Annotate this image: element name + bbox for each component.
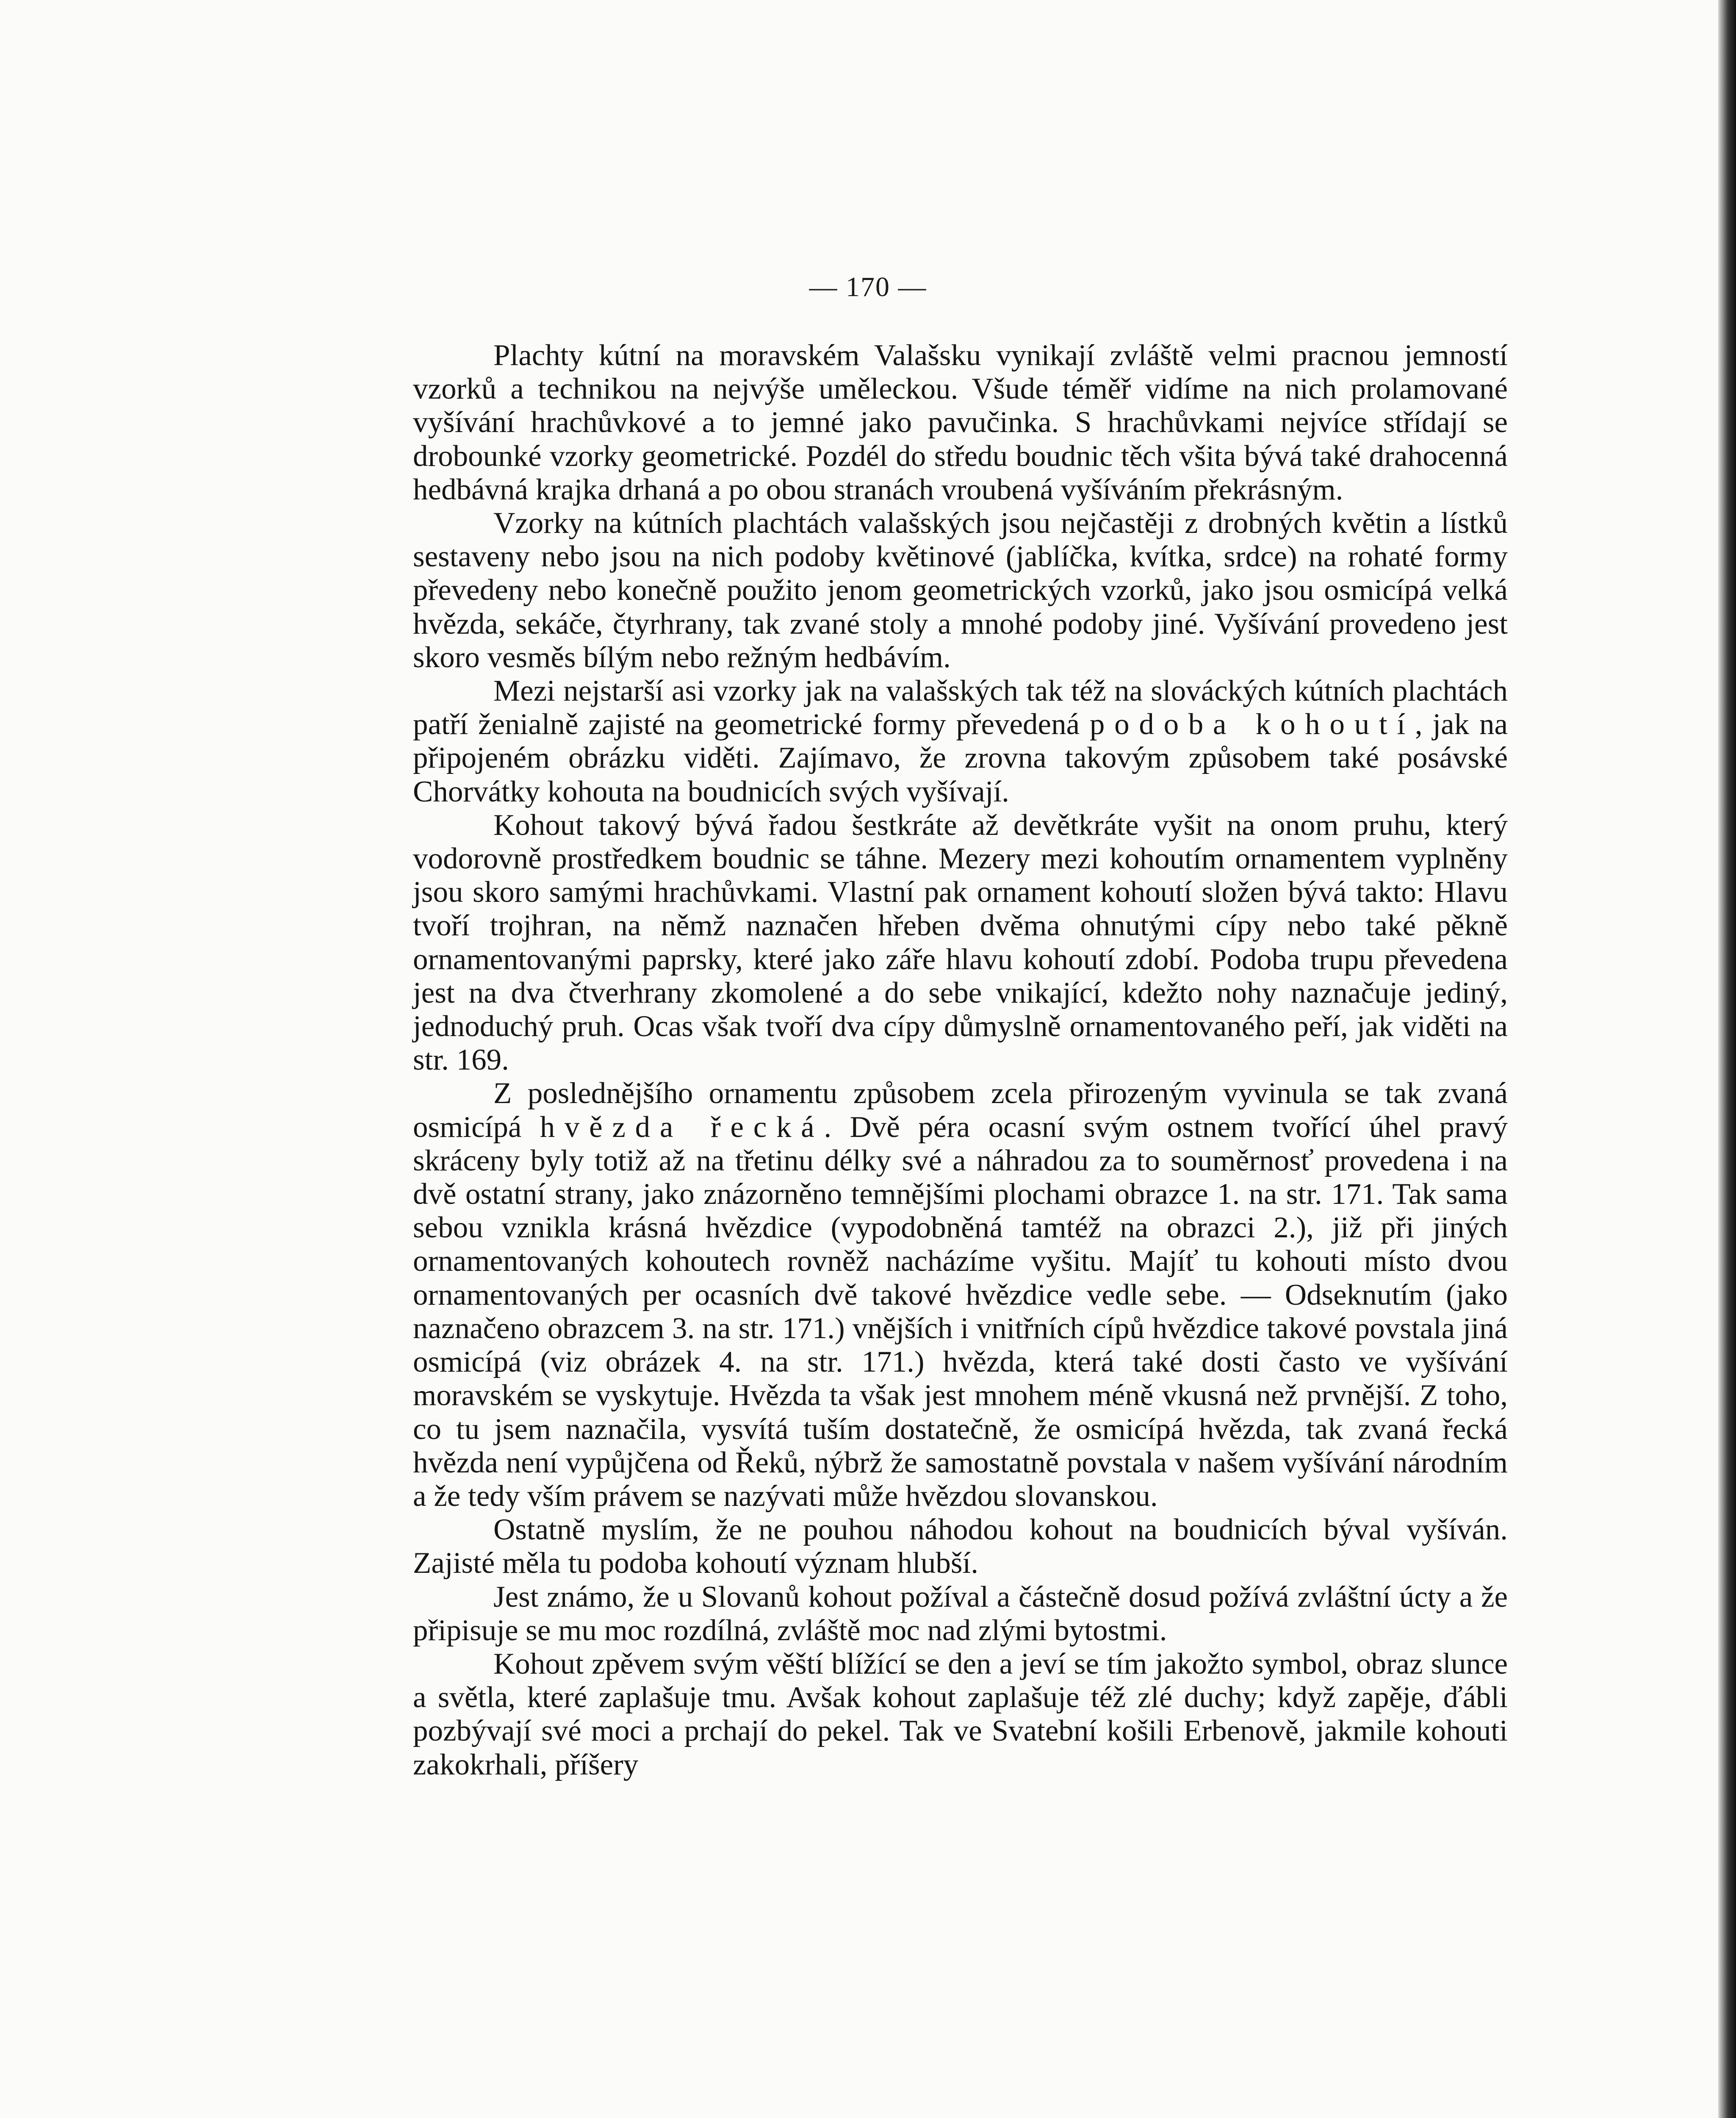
paragraph-3-text-after: , jak na připojeném obrázku viděti. Zajímavo, že zrovna takovým způsobem také posávské Chorvátky kohouta na boudnicích svých vyšívají. [413,708,1508,808]
paragraph-3 [413,674,1508,809]
paragraph-6: Ostatně myslím, že ne pouhou náhodou kohout na boudnicích býval vyšíván. Zajisté měla tu podoba kohoutí význam hlubší. [413,1513,1508,1580]
paragraph-4: Kohout takový bývá řadou šestkráte až devětkráte vyšit na onom pruhu, který vodorovně prostředkem boudnic se táhne. Mezery mezi kohoutím ornamentem vyplněny jsou skoro samými hrachůvkami. Vlastní pak ornament kohoutí složen bývá takto: Hlavu tvoří trojhran, na němž naznačen hřeben dvěma ohnutými cípy nebo také pěkně ornamentovanými paprsky, které jako záře hlavu kohoutí zdobí. Podoba trupu převedena jest na dva čtverhrany zkomolené a do sebe vnikající, kdežto nohy naznačuje jediný, jednoduchý pruh. Ocas však tvoří dva cípy důmyslně ornamentovaného peří, jak viděti na str. 169. [413,808,1508,1077]
paragraph-1: Plachty kútní na moravském Valašsku vynikají zvláště velmi pracnou jemností vzorků a technikou na nejvýše uměleckou. Všude téměř vidíme na nich prolamované vyšívání hrachůvkové a to jemné jako pavučinka. S hrachůvkami nejvíce střídají se drobounké vzorky geometrické. Pozdél do středu boudnic těch všita bývá také drahocenná hedbávná krajka drhaná a po obou stranách vroubená vyšíváním překrásným. [413,339,1508,506]
page-edge-shadow [1718,0,1736,2118]
spaced-term-podoba-kohouti: podoba kohoutí [1089,708,1415,741]
paragraph-5-text-before: Z poslednějšího ornamentu způsobem zcela přirozeným vyvinula se tak zvaná osmicípá [413,1077,1508,1144]
paragraph-5 [413,1077,1508,1513]
paragraph-3-text-before: Mezi nejstarší asi vzorky jak na valašských tak též na slováckých kútních plachtách patří ženialně zajisté na geometrické formy převedená [413,674,1508,741]
paragraph-2: Vzorky na kútních plachtách valašských jsou nejčastěji z drobných květin a lístků sestaveny nebo jsou na nich podoby květinové (jablíčka, kvítka, srdce) na rohaté formy převedeny nebo konečně použito jenom geometrických vzorků, jako jsou osmicípá velká hvězda, sekáče, čtyrhrany, tak zvané stoly a mnohé podoby jiné. Vyšívání provedeno jest skoro vesměs bílým nebo režným hedbávím. [413,507,1508,674]
paragraph-7: Jest známo, že u Slovanů kohout požíval a částečně dosud požívá zvláštní úcty a že připisuje se mu moc rozdílná, zvláště moc nad zlými bytostmi. [413,1580,1508,1647]
paragraph-8: Kohout zpěvem svým věští blížící se den a jeví se tím jakožto symbol, obraz slunce a světla, které zaplašuje tmu. Avšak kohout zaplašuje též zlé duchy; když zapěje, ďábli pozbývají své moci a prchají do pekel. Tak ve Svatební košili Erbenově, jakmile kohouti zakokrhali, příšery [413,1647,1508,1781]
page-number: — 170 — [809,272,927,302]
paragraph-5-text-after: . Dvě péra ocasní svým ostnem tvořící úhel pravý skráceny byly totiž až na třetinu délky své a náhradou za to souměrnosť provedena i na dvě ostatní strany, jako znázorněno temnějšími plochami obrazce 1. na str. 171. Tak sama sebou vznikla krásná hvězdice (vypodobněná tamtéž na obrazci 2.), již při jiných ornamentovaných kohoutech rovněž nacházíme vyšitu. Majíť tu kohouti místo dvou ornamentovaných per ocasních dvě takové hvězdice vedle sebe. — Odseknutím (jako naznačeno obrazcem 3. na str. 171.) vnějších i vnitřních cípů hvězdice takové povstala jiná osmicípá (viz obrázek 4. na str. 171.) hvězda, která také dosti často ve vyšívání moravském se vyskytuje. Hvězda ta však jest mnohem méně vkusná než prvnější. Z toho, co tu jsem naznačila, vysvítá tuším dostatečně, že osmicípá hvězda, tak zvaná řecká hvězda není vypůjčena od Řeků, nýbrž že samostatně povstala v našem vyšívání národním a že tedy vším právem se nazývati může hvězdou slovanskou. [413,1110,1508,1513]
body-text [413,339,1508,1782]
spaced-term-hvezda-recka: hvězda řecká [540,1110,824,1144]
